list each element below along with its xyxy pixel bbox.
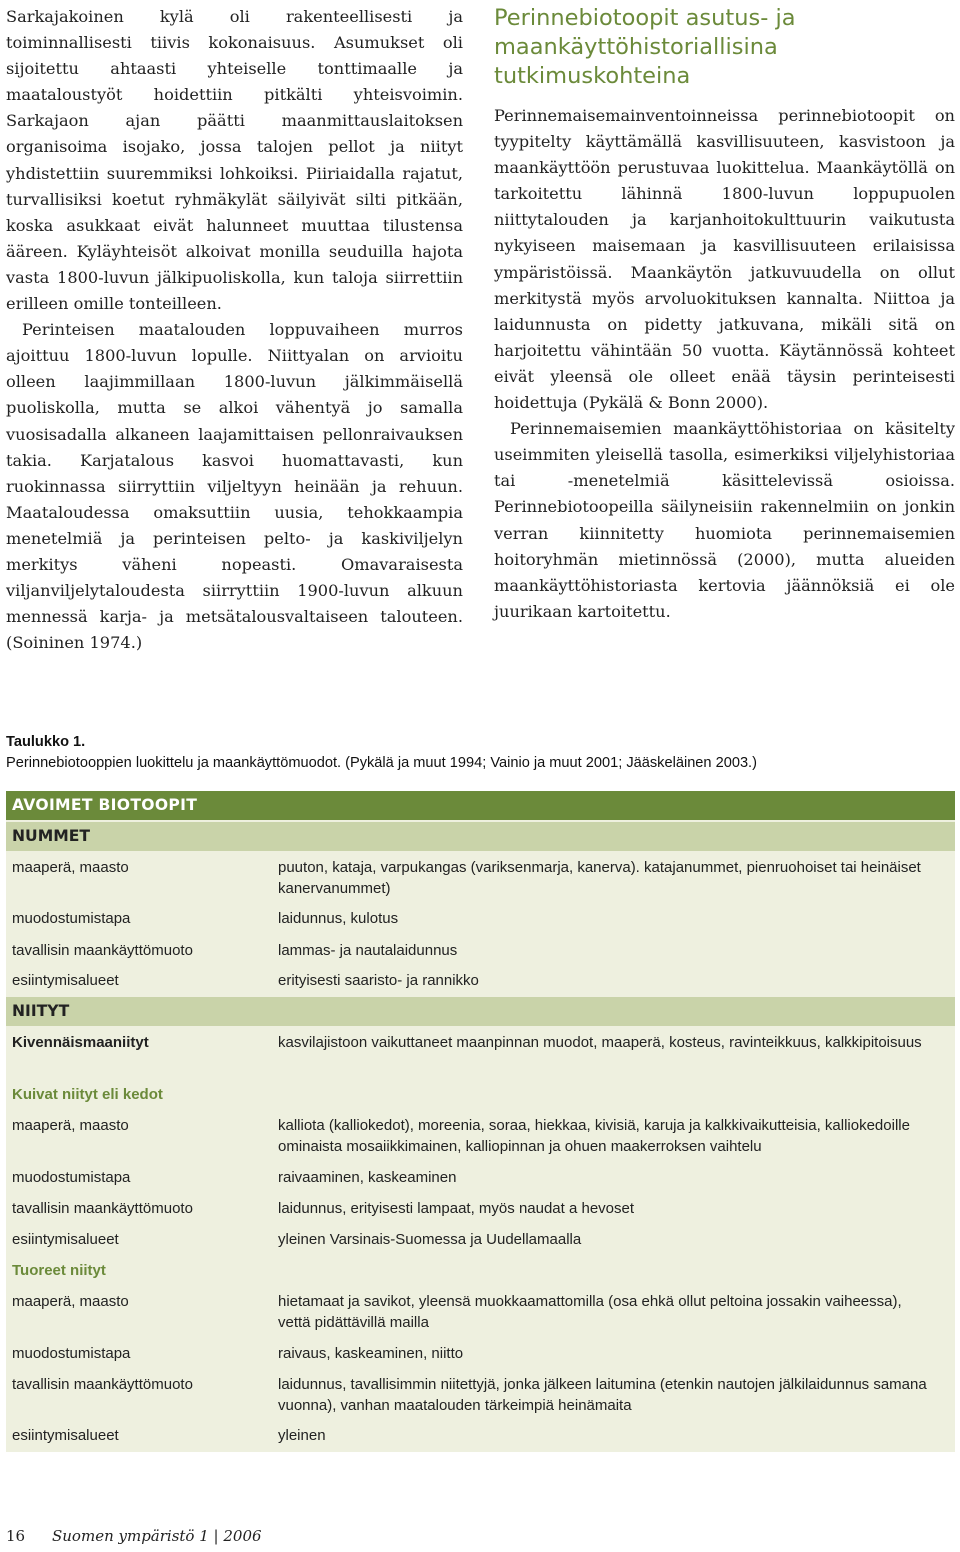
left-paragraph-2: Perinteisen maatalouden loppuvaiheen murros ajoittuu 1800-luvun lopulle. Niittyalan on arvioitu olleen laajimmillaan 1800-luvun jälkimmäisellä puoliskolla, mutta se alkoi vähentyä jo samalla vuosisadalla alkaneen laajamittaisen pellonraivauksen takia. Karjatalous kasvoi huomattavasti, kun ruokinnassa siirryttiin viljeltyyn heinään ja rehuun. Maataloudessa omaksuttiin uusia, tehokkaampia menetelmiä ja perinteisen pelto- ja kaskiviljelyn merkitys väheni nopeasti. Omavaraisesta viljanviljelytaloudesta siirryttiin 1900-luvun alkuun mennessä karja- ja metsätalousvaltaiseen talouteen. (Soininen 1974.) — [6, 320, 463, 653]
row-value: kalliota (kalliokedot), moreenia, soraa, hiekkaa, kivisiä, karuja ja kalkkivaikutteisia, kalliokedoille ominaista mosaiikkimainen, kalliopinnan ja ohuen maakerroksen vaihtelu — [278, 1117, 910, 1155]
table-caption-label: Taulukko 1. — [6, 734, 86, 750]
left-paragraph-1: Sarkajakoinen kylä oli rakenteellisesti ja toiminnallisesti tiivis kokonaisuus. Asumukset oli sijoitettu ahtaasti yhteiselle tonttimaalle ja maataloustyöt hoidettiin pitkälti yhteisvoimin. Sarkajaon ajan päätti maanmittauslaitoksen organisoima isojako, jossa talojen pellot ja niityt yhdistettiin suuremmiksi lohkoiksi. Piiriaidalla rajatut, turvallisiksi koetut ryhmäkylät säilyivät silti pitkään, koska asukkaat eivät halunneet muuttaa tilustensa ääreen. Kyläyhteisöt alkoivat monilla seuduilla hajota vasta 1800-luvun jälkipuoliskolla, kun taloja siirrettiin erilleen omille tonteilleen. — [6, 7, 463, 314]
section-band-nummet: NUMMET — [6, 822, 955, 851]
row-key: maaperä, maasto — [12, 1293, 129, 1310]
row-value: laidunnus, erityisesti lampaat, myös naudat a hevoset — [278, 1200, 635, 1217]
table-caption-text: Perinnebiotooppien luokittelu ja maankäyttömuodot. (Pykälä ja muut 1994; Vainio ja muut 2001; Jääskeläinen 2003.) — [6, 754, 757, 771]
row-value: hietamaat ja savikot, yleensä muokkaamattomilla (osa ehkä ollut peltoina jossakin vaiheessa), vettä pidättävillä mailla — [278, 1293, 902, 1331]
right-paragraph-1: Perinnemaisemainventoinneissa perinnebiotoopit on tyypitelty käyttämällä kasvillisuuteen, kasvistoon ja maankäyttöön perustuvaa luokittelua. Maankäytöllä on tarkoitettu lähinnä 1800-luvun loppupuolen niittytalouden ja karjanhoitokulttuurin vaikutusta nykyiseen maisemaan ja kasvillisuuteen erilaisissa ympäristöissä. Maankäytön jatkuvuudella on ollut merkitystä myös arvoluokituksen kannalta. Niittoa ja laidunnusta on pidetty jatkuvana, mikäli sitä on harjoitettu vähintään 50 vuotta. Käytännössä kohteet eivät yleensä ole olleet enää täysin perinteisesti hoidettuja (Pykälä & Bonn 2000). — [494, 106, 955, 413]
row-key: Kivennäismaaniityt — [12, 1034, 149, 1051]
publication-name: Suomen ympäristö 1 | 2006 — [52, 1527, 262, 1545]
row-key: esiintymisalueet — [12, 972, 119, 989]
section-heading: Perinnebiotoopit asutus- ja maankäyttöhistoriallisina tutkimuskohteina — [494, 5, 796, 89]
row-key: maaperä, maasto — [12, 1117, 129, 1134]
row-key: tavallisin maankäyttömuoto — [12, 942, 193, 959]
table-header-band: AVOIMET BIOTOOPIT — [6, 791, 955, 820]
row-key: muodostumistapa — [12, 1169, 131, 1186]
row-value: raivaaminen, kaskeaminen — [278, 1169, 457, 1186]
right-text-column — [494, 4, 955, 625]
row-value: erityisesti saaristo- ja rannikko — [278, 972, 479, 989]
row-key: muodostumistapa — [12, 1345, 131, 1362]
row-value: kasvilajistoon vaikuttaneet maanpinnan muodot, maaperä, kosteus, ravinteikkuus, kalkkipitoisuus — [278, 1034, 922, 1051]
row-key: tavallisin maankäyttömuoto — [12, 1200, 193, 1217]
page-number: 16 — [6, 1527, 26, 1545]
left-text-column — [6, 4, 463, 656]
row-value: laidunnus, kulotus — [278, 910, 399, 927]
row-key: tavallisin maankäyttömuoto — [12, 1376, 193, 1393]
row-value: raivaus, kaskeaminen, niitto — [278, 1345, 464, 1362]
subsection-title: Kuivat niityt eli kedot — [12, 1086, 163, 1103]
row-value: yleinen Varsinais-Suomessa ja Uudellamaalla — [278, 1231, 582, 1248]
row-key: maaperä, maasto — [12, 859, 129, 876]
row-key: muodostumistapa — [12, 910, 131, 927]
row-value: lammas- ja nautalaidunnus — [278, 942, 458, 959]
row-key: esiintymisalueet — [12, 1427, 119, 1444]
row-value: yleinen — [278, 1427, 326, 1444]
row-value: laidunnus, tavallisimmin niitettyjä, jonka jälkeen laitumina (etenkin nautojen jälkilaidunnus samana vuonna), vanhan maatalouden tärkeimpiä heinämaita — [278, 1376, 927, 1414]
page-footer — [6, 1527, 262, 1545]
row-key: esiintymisalueet — [12, 1231, 119, 1248]
row-value: puuton, kataja, varpukangas (variksenmarja, kanerva). katajanummet, pienruohoiset tai heinäiset kanervanummet) — [278, 859, 921, 897]
section-band-niityt: NIITYT — [6, 997, 955, 1026]
biotope-table — [6, 791, 955, 1452]
table-caption — [6, 732, 946, 773]
right-paragraph-2: Perinnemaisemien maankäyttöhistoriaa on käsitelty useimmiten yleisellä tasolla, esimerkiksi viljelyhistoriaa tai -menetelmiä käsittelevissä osioissa. Perinnebiotoopeilla säilyneisiin rakennelmiin on jonkin verran kiinnitetty huomiota perinnemaisemien hoitoryhmän mietinnössä (2000), mutta alueiden maankäyttöhistoriasta kertovia jäännöksiä ei ole juurikaan kartoitettu. — [494, 419, 955, 621]
subsection-title: Tuoreet niityt — [12, 1262, 106, 1279]
